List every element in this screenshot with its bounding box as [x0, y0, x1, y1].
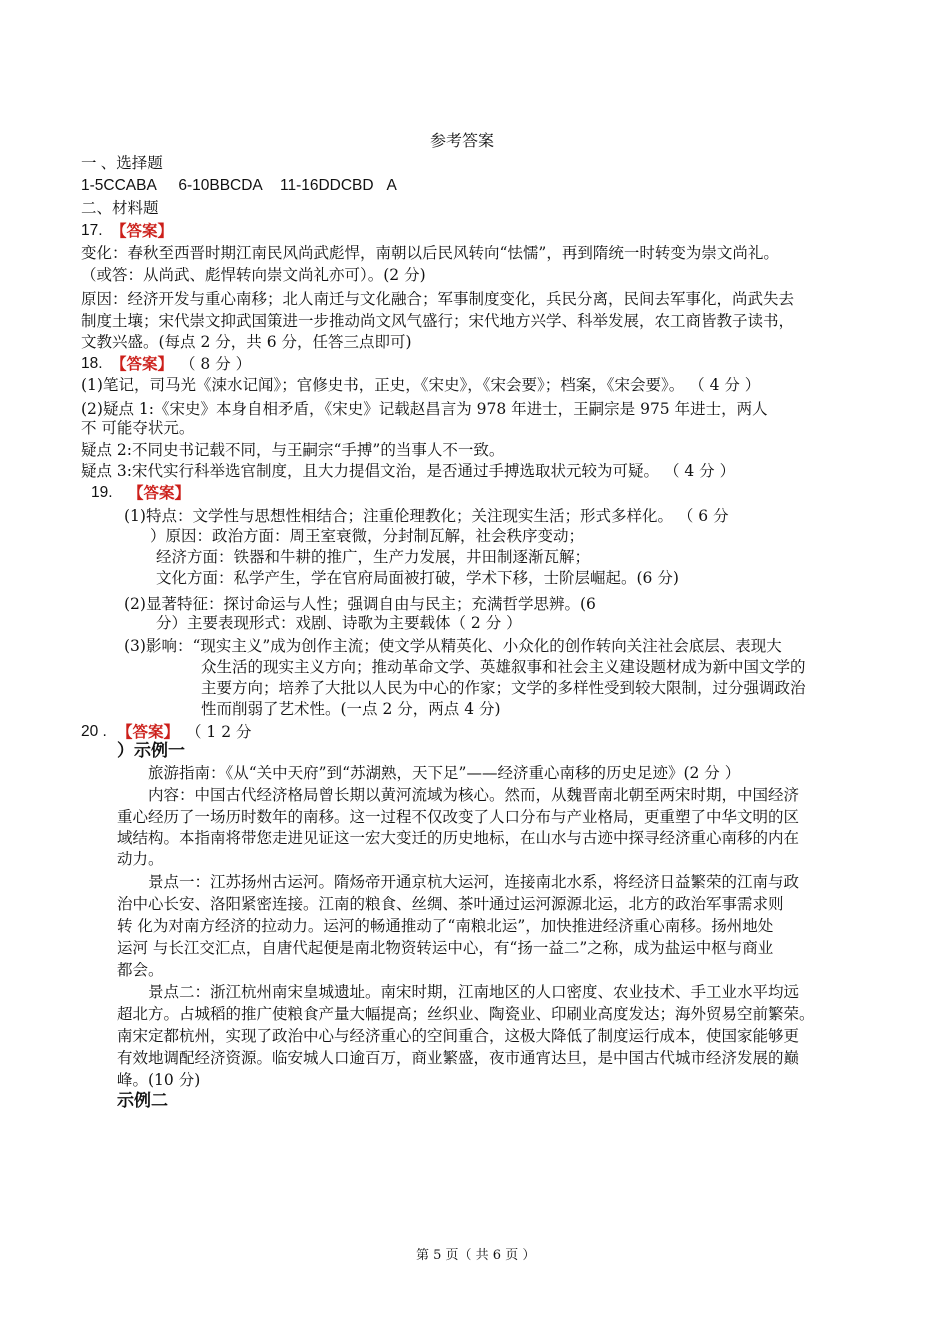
q20-line: 峰。(10 分)	[117, 1071, 201, 1089]
example-1-heading: ）示例一	[117, 741, 185, 760]
q20-line: 都会。	[117, 961, 164, 979]
q19-line: (2)显著特征：探讨命运与人性；强调自由与民主；充满哲学思辨。(6	[124, 595, 596, 613]
q20-line: 旅游指南：《从“关中天府”到“苏湖熟，天下足”——经济重心南移的历史足迹》(2 分 ）	[148, 764, 741, 782]
page-title: 参考答案	[430, 131, 495, 150]
answer-tag: 【答案】	[117, 722, 180, 741]
q19-line: 众生活的现实主义方向；推动革命文学、英雄叙事和社会主义建设题材成为新中国文学的	[201, 658, 806, 676]
q19-line: 经济方面：铁器和牛耕的推广，生产力发展，井田制逐渐瓦解；	[156, 548, 591, 566]
question-number-20: 20 .	[81, 723, 107, 740]
page-footer: 第 5 页（ 共 6 页 ）	[416, 1248, 536, 1263]
example-2-heading: 示例二	[117, 1091, 168, 1110]
q18-line: (1)笔记，司马光《涑水记闻》；官修史书，正史，《宋史》，《宋会要》；档案，《宋会要》。 （ 4 分 ）	[81, 376, 761, 394]
answer-tag: 【答案】	[111, 354, 174, 373]
q19-line: (3)影响：“现实主义”成为创作主流；使文学从精英化、小众化的创作转向关注社会底层、表现大	[124, 637, 782, 655]
q18-line: 不 可能夺状元。	[81, 419, 195, 437]
q18-score: （ 8 分 ）	[180, 355, 252, 373]
q19-line: ）原因：政治方面：周王室衰微，分封制瓦解，社会秩序变动；	[150, 527, 585, 545]
section-heading-material: 二、材料题	[81, 200, 159, 217]
question-number-19: 19.	[91, 484, 113, 501]
q20-line: 有效地调配经济资源。临安城人口逾百万，商业繁盛，夜市通宵达旦，是中国古代城市经济发展的巅	[117, 1049, 800, 1067]
q20-line: 景点一：江苏扬州古运河。隋炀帝开通京杭大运河，连接南北水系，将经济日益繁荣的江南与政	[148, 873, 800, 891]
q20-line: 重心经历了一场历时数年的南移。这一过程不仅改变了人口分布与产业格局，更重塑了中华文明的区	[117, 808, 800, 826]
q20-line: 动力。	[117, 850, 164, 868]
q17-line: 文教兴盛。(每点 2 分，共 6 分，任答三点即可)	[81, 333, 412, 351]
q19-line: 文化方面：私学产生，学在官府局面被打破，学术下移，士阶层崛起。(6 分)	[156, 569, 679, 587]
q18-line: (2)疑点 1:《宋史》本身自相矛盾，《宋史》记载赵昌言为 978 年进士，王嗣宗是 975 年进士，两人	[81, 400, 768, 418]
q20-score: （ 1 2 分	[186, 723, 252, 741]
section-heading-choice: 一 、选择题	[81, 155, 163, 172]
question-number-18: 18.	[81, 355, 103, 372]
q20-line: 运河 与长江交汇点，自唐代起便是南北物资转运中心，有“扬一益二”之称，成为盐运中枢与商业	[117, 939, 774, 957]
q18-line: 疑点 3:宋代实行科举选官制度，且大力提倡文治，是否通过手搏选取状元较为可疑。 （ 4 分 ）	[81, 462, 736, 480]
q19-line: 主要方向；培养了大批以人民为中心的作家；文学的多样性受到较大限制，过分强调政治	[201, 679, 806, 697]
q17-line: 原因：经济开发与重心南移；北人南迁与文化融合；军事制度变化，兵民分离，民间去军事化，尚武失去	[81, 290, 795, 308]
q20-line: 治中心长安、洛阳紧密连接。江南的粮食、丝绸、茶叶通过运河源源北运，北方的政治军事需求则	[117, 895, 784, 913]
q19-line: 性而削弱了艺术性。(一点 2 分，两点 4 分)	[201, 700, 501, 718]
answer-tag: 【答案】	[111, 221, 174, 240]
q20-line: 景点二：浙江杭州南宋皇城遗址。南宋时期，江南地区的人口密度、农业技术、手工业水平均远	[148, 983, 800, 1001]
q20-line: 转 化为对南方经济的拉动力。运河的畅通推动了“南粮北运”，加快推进经济重心南移。扬州地处	[117, 917, 774, 935]
q19-line: (1)特点：文学性与思想性相结合；注重伦理教化；关注现实生活；形式多样化。 （ 6 分	[124, 507, 729, 525]
q20-line: 域结构。本指南将带您走进见证这一宏大变迁的历史地标，在山水与古迹中探寻经济重心南移的内在	[117, 829, 800, 847]
q20-line: 超北方。占城稻的推广使粮食产量大幅提高；丝织业、陶瓷业、印刷业高度发达；海外贸易空前繁荣。	[117, 1005, 815, 1023]
q18-line: 疑点 2:不同史书记载不同，与王嗣宗“手搏”的当事人不一致。	[81, 441, 505, 459]
choice-answers: 1-5CCABA 6-10BBCDA 11-16DDCBD A	[81, 177, 397, 194]
q17-line: 制度土壤；宋代崇文抑武国策进一步推动尚文风气盛行；宋代地方兴学、科举发展，农工商皆教子读书，	[81, 312, 795, 330]
q17-line: 变化：春秋至西晋时期江南民风尚武彪悍，南朝以后民风转向“怯懦”，再到隋统一时转变为崇文尚礼。	[81, 244, 779, 262]
question-number-17: 17.	[81, 222, 103, 239]
q20-line: 南宋定都杭州，实现了政治中心与经济重心的空间重合，这极大降低了制度运行成本，使国家能够更	[117, 1027, 800, 1045]
q19-line: 分）主要表现形式：戏剧、诗歌为主要载体（ 2 分 ）	[156, 614, 522, 632]
q17-line: （或答：从尚武、彪悍转向崇文尚礼亦可）。(2 分)	[81, 266, 426, 284]
q20-line: 内容：中国古代经济格局曾长期以黄河流域为核心。然而，从魏晋南北朝至两宋时期，中国经济	[148, 786, 800, 804]
answer-tag: 【答案】	[128, 483, 191, 502]
